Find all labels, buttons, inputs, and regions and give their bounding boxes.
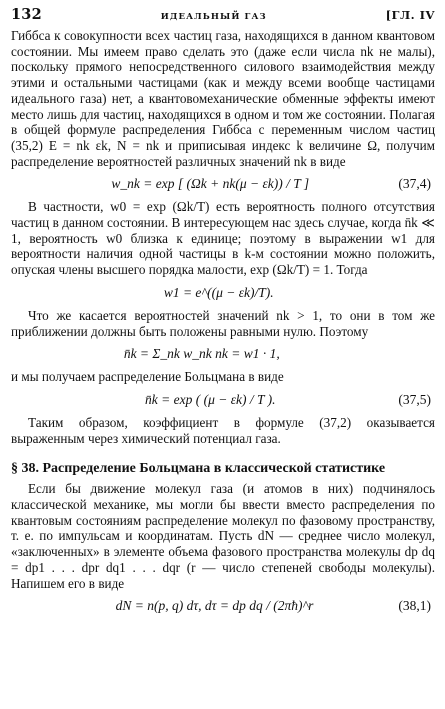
equation-37-5 (11, 385, 435, 415)
equation-w1-expression: w1 = e^((μ − εk)/T). (163, 284, 274, 300)
equation-38-1-number: (38,1) (398, 598, 431, 614)
equation-w1 (11, 278, 435, 308)
paragraph-boltzmann-intro: и мы получаем распределение Больцмана в виде (11, 369, 284, 385)
running-title: ИДЕАЛЬНЫЙ ГАЗ (160, 12, 267, 22)
equation-mean-nk-expression: n̄k = Σ_nk w_nk nk = w1 · 1, (123, 346, 280, 362)
running-header (11, 6, 435, 28)
equation-37-4-number: (37,4) (398, 176, 431, 192)
paragraph-gibbs: Гиббса к совокупности всех частиц газа, находящихся в данном квантовом состоянии. Мы имеем право сделать это (даже если числа nk не малы), поскольку прямого непосредственного силового взаимодействия между этими и остальными частицами (как и между всеми вообще частицами идеального газа) нет, а квантовомеханические обменные эффекты имеют место лишь для частиц, находящихся в одном и том же состоянии. Полагая в общей формуле распределения Гиббса с переменным числом частиц (35,2) E = nk εk, N = nk и приписывая индекс k величине Ω, получим распределение вероятностей различных значений nk в виде (11, 28, 435, 169)
paragraph-coefficient: Таким образом, коэффициент в формуле (37,2) оказывается выраженным через химический потенциал газа. (11, 414, 435, 446)
equation-37-5-number: (37,5) (398, 391, 431, 407)
paragraph-w0: В частности, w0 = exp (Ωk/T) есть вероятность полного отсутствия частиц в данном состоянии. В интересующем нас здесь случае, когда n̄k ≪ 1, вероятность w0 близка к единице; поэтому в выражении w1 для вероятности наличия одной частицы в k-м состоянии можно положить, опуская члены высшего порядка малости, exp (Ωk/T) = 1. Тогда (11, 199, 435, 278)
paragraph-classical: Если бы движение молекул газа (и атомов в них) подчинялось классической механике, мы могли бы ввести вместо распределения по квантовым состояниям распределение молекул по фазовому пространству, т. е. по импульсам и координатам. Пусть dN — среднее число молекул, «заключенных» в элементе объема фазового пространства молекулы dp dq = dp1 . . . dpr dq1 . . . dqr (r — число степеней свободы молекулы). Напишем его в виде (11, 481, 435, 591)
equation-37-4 (11, 169, 435, 199)
equation-mean-nk (11, 339, 435, 369)
equation-37-4-expression: w_nk = exp [ (Ωk + nk(μ − εk)) / T ] (111, 176, 310, 192)
page-number: 132 (11, 6, 42, 23)
chapter-label: [ГЛ. IV (385, 8, 435, 22)
equation-38-1-expression: dN = n(p, q) dτ, dτ = dp dq / (2πħ)^r (115, 598, 314, 614)
paragraph-nk-gt-1: Что же касается вероятностей значений nk > 1, то они в том же приближении должны быть положены равными нулю. Поэтому (11, 307, 435, 339)
equation-37-5-expression: n̄k = exp ( (μ − εk) / T ). (145, 391, 276, 407)
equation-38-1 (11, 591, 435, 621)
section-heading: § 38. Распределение Больцмана в классической статистике (11, 461, 386, 477)
